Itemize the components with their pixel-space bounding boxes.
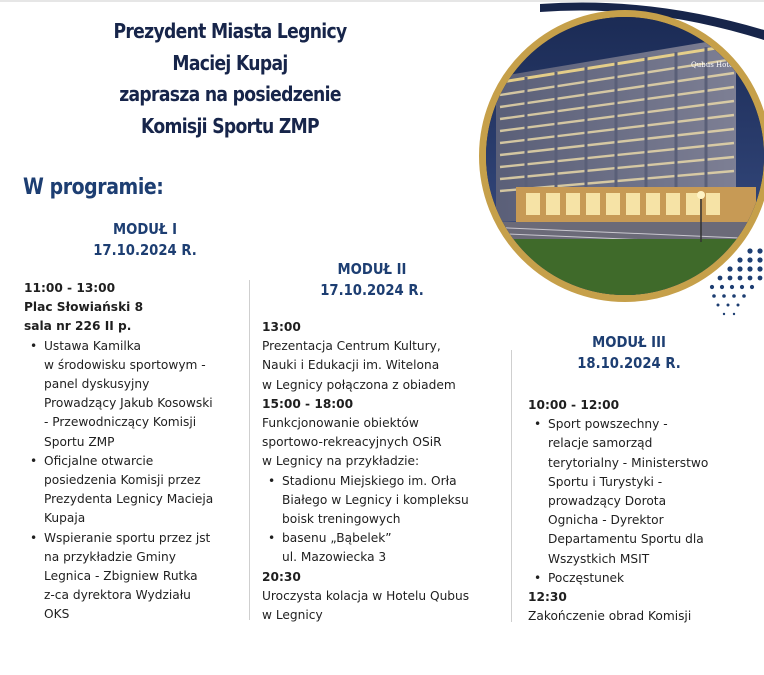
module-3-time-1: 10:00 - 12:00: [528, 398, 620, 412]
module-2-text-line: sportowo-rekreacyjnych OSiR: [262, 435, 442, 450]
module-2-text-line: w Legnicy połączona z obiadem: [262, 377, 456, 392]
module-3-date: 18.10.2024 R.: [577, 354, 681, 372]
module-1-name: MODUŁ I: [112, 220, 178, 238]
module-2-content: [262, 318, 510, 625]
list-item-line: • Poczęstunek: [548, 570, 625, 585]
module-2-text-line: Prezentacja Centrum Kultury,: [262, 339, 441, 354]
list-item-line: panel dyskusyjny: [44, 377, 150, 392]
module-2-text-line: w Legnicy: [262, 608, 323, 623]
list-item: [24, 452, 246, 529]
list-item-line: • basenu „Bąbelek”: [282, 531, 392, 546]
list-item-line: boisk treningowych: [282, 512, 401, 527]
list-item: [24, 529, 246, 625]
heading-line-3: zaprasza na posiedzenie: [119, 82, 341, 106]
list-item-line: ul. Mazowiecka 3: [282, 550, 387, 565]
module-1-agenda-list: [24, 337, 246, 625]
module-1-room: sala nr 226 II p.: [24, 319, 132, 334]
list-item-line: • Ustawa Kamilka: [44, 338, 142, 353]
list-item-line: Białego w Legnicy i kompleksu: [282, 492, 469, 507]
list-item-line: Kupaja: [44, 511, 86, 526]
module-1-content: [24, 279, 246, 625]
list-item-line: - Przewodniczący Komisji: [44, 415, 197, 430]
module-1-place: Plac Słowiański 8: [24, 300, 144, 315]
list-item-line: Sportu ZMP: [44, 434, 115, 449]
list-item-line: Legnica - Zbigniew Rutka: [44, 569, 198, 584]
module-2-time-2: 15:00 - 18:00: [262, 396, 354, 411]
list-item-line: terytorialny - Ministerstwo: [548, 455, 709, 470]
list-item-line: z-ca dyrektora Wydziału: [44, 588, 191, 603]
list-item-line: • Stadionu Miejskiego im. Orła: [282, 473, 457, 488]
list-item-line: • Oficjalne otwarcie: [44, 453, 154, 468]
module-2-date: 17.10.2024 R.: [320, 281, 424, 299]
list-item-line: • Sport powszechny -: [548, 417, 668, 432]
list-item-line: Prowadzący Jakub Kosowski: [44, 396, 213, 411]
heading-line-1: Prezydent Miasta Legnicy: [113, 19, 347, 43]
list-item-line: Prezydenta Legnicy Macieja: [44, 492, 214, 507]
list-item-line: • Wspieranie sportu przez jst: [44, 530, 211, 545]
module-2-time-1: 13:00: [262, 320, 301, 334]
list-item-line: Ognicha - Dyrektor: [548, 513, 664, 528]
list-item-line: na przykładzie Gminy: [44, 549, 176, 564]
hotel-photo: [479, 10, 764, 302]
list-item-line: prowadzący Dorota: [548, 494, 667, 509]
hotel-sign: Qubus Hotel: [691, 61, 736, 69]
module-2-name: MODUŁ II: [337, 260, 407, 278]
module-2-text-line: w Legnicy na przykładzie:: [262, 454, 420, 469]
module-3-time-2: 12:30: [528, 590, 567, 605]
module-2-title: [293, 259, 451, 301]
module-1-date: 17.10.2024 R.: [93, 241, 197, 259]
module-2-text-line: Nauki i Edukacji im. Witelona: [262, 358, 440, 373]
module-3-text-line: Zakończenie obrad Komisji: [528, 609, 692, 624]
list-item-line: OKS: [44, 607, 70, 622]
list-item-line: posiedzenia Komisji przez: [44, 473, 201, 488]
invitation-heading: [84, 16, 376, 142]
module-2-time-3: 20:30: [262, 569, 301, 584]
module-2-text-line: Uroczysta kolacja w Hotelu Qubus: [262, 588, 470, 603]
module-3-title: [550, 332, 708, 374]
hotel-building-illustration: [486, 17, 764, 295]
list-item: [24, 337, 246, 452]
list-item: [262, 529, 510, 567]
column-divider-2: [511, 350, 512, 622]
module-2-text-line: Funkcjonowanie obiektów: [262, 416, 419, 431]
list-item: [528, 569, 760, 588]
list-item-line: Sportu i Turystyki -: [548, 474, 663, 489]
list-item-line: relacje samorząd: [548, 436, 653, 451]
list-item-line: Departamentu Sportu dla: [548, 532, 704, 547]
module-2-agenda-list: [262, 472, 510, 568]
list-item: [528, 415, 760, 569]
heading-line-4: Komisji Sportu ZMP: [141, 113, 319, 138]
module-1-title: [66, 219, 224, 261]
list-item: [262, 472, 510, 530]
module-1-time: 11:00 - 13:00: [24, 281, 116, 295]
heading-line-2: Maciej Kupaj: [172, 50, 288, 75]
module-3-name: MODUŁ III: [592, 333, 666, 351]
program-label: W programie:: [23, 175, 164, 200]
column-divider-1: [249, 280, 250, 620]
list-item-line: Wszystkich MSIT: [548, 551, 650, 566]
module-3-agenda-list: [528, 415, 760, 588]
list-item-line: w środowisku sportowym -: [44, 357, 206, 372]
module-3-content: [528, 396, 760, 626]
